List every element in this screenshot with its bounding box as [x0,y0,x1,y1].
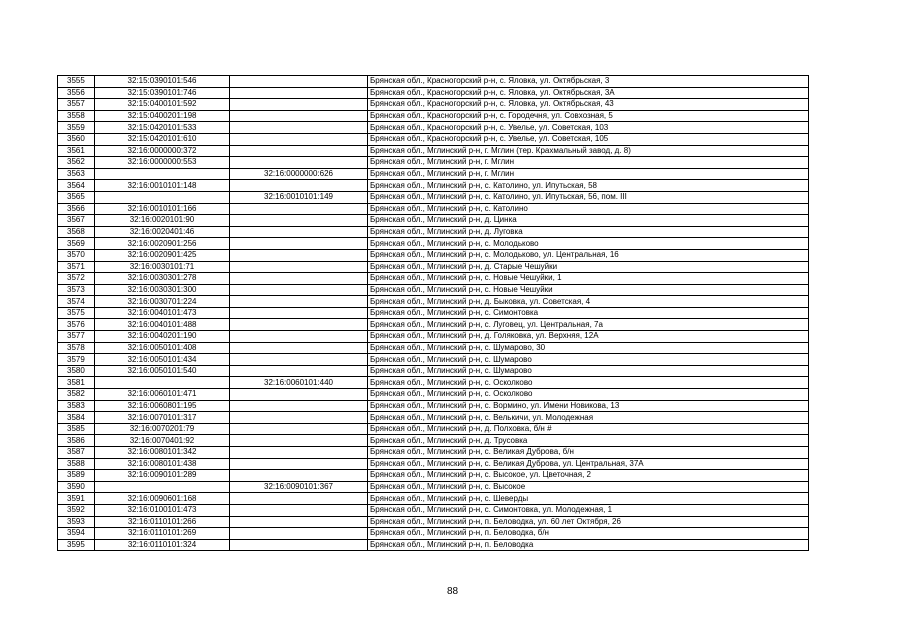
address-cell: Брянская обл., Мглинский р-н, д. Старые Чешуйки [368,261,809,273]
table-row [58,249,809,261]
address-cell: Брянская обл., Мглинский р-н, д. Быковка, ул. Советская, 4 [368,296,809,308]
cadastral-number-alt-cell [230,145,368,157]
table-row [58,342,809,354]
address-cell: Брянская обл., Мглинский р-н, с. Шеверды [368,493,809,505]
row-number-cell: 3556 [58,87,95,99]
cadastral-number-cell: 32:16:0070201:79 [95,423,230,435]
row-number-cell: 3582 [58,389,95,401]
cadastral-number-alt-cell [230,87,368,99]
row-number-cell: 3563 [58,168,95,180]
address-cell: Брянская обл., Красногорский р-н, с. Яловка, ул. Октябрьская, 3А [368,87,809,99]
cadastral-number-cell: 32:16:0010101:166 [95,203,230,215]
cadastral-number-cell: 32:16:0060101:471 [95,389,230,401]
table-row [58,319,809,331]
table-row [58,400,809,412]
cadastral-number-cell: 32:16:0030301:278 [95,273,230,285]
row-number-cell: 3570 [58,249,95,261]
row-number-cell: 3561 [58,145,95,157]
cadastral-number-cell: 32:16:0080101:342 [95,447,230,459]
address-cell: Брянская обл., Мглинский р-н, п. Беловодка [368,539,809,551]
row-number-cell: 3555 [58,76,95,88]
cadastral-number-cell: 32:16:0040101:488 [95,319,230,331]
cadastral-number-alt-cell [230,215,368,227]
row-number-cell: 3586 [58,435,95,447]
address-cell: Брянская обл., Мглинский р-н, с. Вормино, ул. Имени Новикова, 13 [368,400,809,412]
address-cell: Брянская обл., Мглинский р-н, с. Молодьково [368,238,809,250]
address-cell: Брянская обл., Мглинский р-н, с. Новые Чешуйки [368,284,809,296]
cadastral-number-cell: 32:15:0390101:546 [95,76,230,88]
table-row [58,168,809,180]
table-row [58,435,809,447]
row-number-cell: 3557 [58,99,95,111]
address-cell: Брянская обл., Мглинский р-н, с. Католино, ул. Ипутьская, 56, пом. III [368,191,809,203]
row-number-cell: 3572 [58,273,95,285]
cadastral-number-alt-cell [230,261,368,273]
cadastral-number-alt-cell [230,342,368,354]
table-row [58,458,809,470]
table-row [58,226,809,238]
cadastral-number-alt-cell [230,389,368,401]
property-table [57,75,809,551]
cadastral-number-cell: 32:16:0020901:256 [95,238,230,250]
cadastral-number-cell: 32:16:0030301:300 [95,284,230,296]
row-number-cell: 3579 [58,354,95,366]
table-row [58,238,809,250]
table-row [58,133,809,145]
table-row [58,377,809,389]
cadastral-number-alt-cell [230,76,368,88]
table-row [58,412,809,424]
cadastral-number-alt-cell [230,110,368,122]
address-cell: Брянская обл., Мглинский р-н, с. Великая Дуброва, ул. Центральная, 37А [368,458,809,470]
address-cell: Брянская обл., Мглинский р-н, п. Беловодка, б/н [368,528,809,540]
table-row [58,389,809,401]
row-number-cell: 3575 [58,307,95,319]
table-row [58,504,809,516]
table-row [58,110,809,122]
row-number-cell: 3584 [58,412,95,424]
address-cell: Брянская обл., Мглинский р-н, д. Трусовка [368,435,809,447]
cadastral-number-cell: 32:16:0000000:553 [95,157,230,169]
cadastral-number-alt-cell [230,284,368,296]
address-cell: Брянская обл., Мглинский р-н, с. Симонтовка, ул. Молодежная, 1 [368,504,809,516]
cadastral-number-alt-cell: 32:16:0060101:440 [230,377,368,389]
cadastral-number-alt-cell [230,539,368,551]
row-number-cell: 3590 [58,481,95,493]
address-cell: Брянская обл., Мглинский р-н, с. Осколково [368,377,809,389]
address-cell: Брянская обл., Мглинский р-н, с. Осколково [368,389,809,401]
cadastral-number-alt-cell [230,238,368,250]
property-table-body [58,76,809,551]
table-row [58,191,809,203]
cadastral-number-cell: 32:16:0010101:148 [95,180,230,192]
table-row [58,307,809,319]
cadastral-number-alt-cell [230,412,368,424]
table-row [58,516,809,528]
cadastral-number-cell: 32:16:0040101:473 [95,307,230,319]
cadastral-number-alt-cell [230,447,368,459]
table-row [58,76,809,88]
row-number-cell: 3594 [58,528,95,540]
row-number-cell: 3562 [58,157,95,169]
row-number-cell: 3574 [58,296,95,308]
row-number-cell: 3573 [58,284,95,296]
cadastral-number-cell: 32:16:0110101:324 [95,539,230,551]
cadastral-number-cell [95,377,230,389]
row-number-cell: 3592 [58,504,95,516]
page-number: 88 [446,586,459,597]
address-cell: Брянская обл., Мглинский р-н, с. Католино [368,203,809,215]
cadastral-number-cell: 32:16:0090601:168 [95,493,230,505]
cadastral-number-alt-cell [230,99,368,111]
row-number-cell: 3580 [58,365,95,377]
cadastral-number-cell: 32:16:0060801:195 [95,400,230,412]
table-row [58,470,809,482]
cadastral-number-alt-cell [230,226,368,238]
cadastral-number-alt-cell [230,516,368,528]
cadastral-number-cell [95,168,230,180]
address-cell: Брянская обл., Мглинский р-н, с. Симонтовка [368,307,809,319]
cadastral-number-alt-cell: 32:16:0090101:367 [230,481,368,493]
cadastral-number-alt-cell [230,423,368,435]
cadastral-number-cell: 32:16:0090101:289 [95,470,230,482]
address-cell: Брянская обл., Мглинский р-н, с. Велькичи, ул. Молодежная [368,412,809,424]
address-cell: Брянская обл., Мглинский р-н, с. Шумарово, 30 [368,342,809,354]
table-row [58,215,809,227]
address-cell: Брянская обл., Красногорский р-н, с. Увелье, ул. Советская, 103 [368,122,809,134]
cadastral-number-cell: 32:16:0100101:473 [95,504,230,516]
address-cell: Брянская обл., Мглинский р-н, д. Голяковка, ул. Верхняя, 12А [368,331,809,343]
cadastral-number-cell [95,481,230,493]
cadastral-number-cell: 32:16:0080101:438 [95,458,230,470]
row-number-cell: 3576 [58,319,95,331]
address-cell: Брянская обл., Мглинский р-н, д. Цинка [368,215,809,227]
cadastral-number-cell: 32:16:0000000:372 [95,145,230,157]
row-number-cell: 3581 [58,377,95,389]
table-row [58,261,809,273]
cadastral-number-alt-cell: 32:16:0000000:626 [230,168,368,180]
cadastral-number-cell: 32:16:0070101:317 [95,412,230,424]
address-cell: Брянская обл., Красногорский р-н, с. Увелье, ул. Советская, 105 [368,133,809,145]
row-number-cell: 3591 [58,493,95,505]
address-cell: Брянская обл., Мглинский р-н, с. Молодьково, ул. Центральная, 16 [368,249,809,261]
address-cell: Брянская обл., Мглинский р-н, с. Шумарово [368,354,809,366]
table-row [58,284,809,296]
table-row [58,180,809,192]
cadastral-number-alt-cell [230,504,368,516]
address-cell: Брянская обл., Мглинский р-н, д. Полховка, б/н # [368,423,809,435]
cadastral-number-cell: 32:16:0110101:269 [95,528,230,540]
row-number-cell: 3565 [58,191,95,203]
table-row [58,354,809,366]
cadastral-number-alt-cell [230,273,368,285]
row-number-cell: 3585 [58,423,95,435]
row-number-cell: 3558 [58,110,95,122]
table-row [58,99,809,111]
cadastral-number-alt-cell [230,528,368,540]
row-number-cell: 3571 [58,261,95,273]
cadastral-number-cell [95,191,230,203]
row-number-cell: 3578 [58,342,95,354]
address-cell: Брянская обл., Мглинский р-н, с. Высокое, ул. Цветочная, 2 [368,470,809,482]
cadastral-number-alt-cell [230,180,368,192]
cadastral-number-cell: 32:16:0050101:434 [95,354,230,366]
cadastral-number-alt-cell [230,122,368,134]
row-number-cell: 3593 [58,516,95,528]
cadastral-number-alt-cell [230,133,368,145]
address-cell: Брянская обл., Мглинский р-н, г. Мглин [368,168,809,180]
row-number-cell: 3567 [58,215,95,227]
cadastral-number-cell: 32:16:0110101:266 [95,516,230,528]
address-cell: Брянская обл., Мглинский р-н, д. Луговка [368,226,809,238]
address-cell: Брянская обл., Мглинский р-н, г. Мглин (тер. Крахмальный завод, д. 8) [368,145,809,157]
row-number-cell: 3588 [58,458,95,470]
cadastral-number-cell: 32:16:0020101:90 [95,215,230,227]
table-row [58,423,809,435]
cadastral-number-alt-cell [230,249,368,261]
cadastral-number-cell: 32:15:0390101:746 [95,87,230,99]
row-number-cell: 3559 [58,122,95,134]
cadastral-number-cell: 32:16:0050101:408 [95,342,230,354]
table-row [58,528,809,540]
address-cell: Брянская обл., Мглинский р-н, с. Великая Дуброва, б/н [368,447,809,459]
cadastral-number-alt-cell [230,354,368,366]
cadastral-number-alt-cell [230,493,368,505]
cadastral-number-cell: 32:16:0020901:425 [95,249,230,261]
cadastral-number-cell: 32:15:0400101:592 [95,99,230,111]
table-row [58,122,809,134]
table-row [58,365,809,377]
table-row [58,493,809,505]
row-number-cell: 3577 [58,331,95,343]
table-row [58,87,809,99]
row-number-cell: 3564 [58,180,95,192]
table-row [58,539,809,551]
table-row [58,331,809,343]
cadastral-number-alt-cell [230,157,368,169]
row-number-cell: 3569 [58,238,95,250]
row-number-cell: 3589 [58,470,95,482]
address-cell: Брянская обл., Мглинский р-н, с. Католино, ул. Ипутьская, 58 [368,180,809,192]
table-row [58,145,809,157]
table-row [58,481,809,493]
cadastral-number-cell: 32:15:0400201:198 [95,110,230,122]
address-cell: Брянская обл., Мглинский р-н, п. Беловодка, ул. 60 лет Октября, 26 [368,516,809,528]
cadastral-number-cell: 32:16:0030701:224 [95,296,230,308]
table-row [58,273,809,285]
cadastral-number-cell: 32:16:0040201:190 [95,331,230,343]
table-row [58,203,809,215]
address-cell: Брянская обл., Мглинский р-н, с. Луговец, ул. Центральная, 7а [368,319,809,331]
cadastral-number-alt-cell [230,400,368,412]
row-number-cell: 3583 [58,400,95,412]
table-row [58,296,809,308]
cadastral-number-cell: 32:15:0420101:533 [95,122,230,134]
address-cell: Брянская обл., Мглинский р-н, с. Высокое [368,481,809,493]
row-number-cell: 3595 [58,539,95,551]
cadastral-number-alt-cell [230,365,368,377]
cadastral-number-alt-cell: 32:16:0010101:149 [230,191,368,203]
cadastral-number-alt-cell [230,470,368,482]
cadastral-number-alt-cell [230,307,368,319]
cadastral-number-cell: 32:16:0050101:540 [95,365,230,377]
cadastral-number-cell: 32:15:0420101:610 [95,133,230,145]
row-number-cell: 3568 [58,226,95,238]
row-number-cell: 3566 [58,203,95,215]
address-cell: Брянская обл., Красногорский р-н, с. Яловка, ул. Октябрьская, 43 [368,99,809,111]
row-number-cell: 3587 [58,447,95,459]
cadastral-number-cell: 32:16:0070401:92 [95,435,230,447]
cadastral-number-alt-cell [230,458,368,470]
cadastral-number-cell: 32:16:0030101:71 [95,261,230,273]
address-cell: Брянская обл., Красногорский р-н, с. Городечня, ул. Совхозная, 5 [368,110,809,122]
table-row [58,447,809,459]
address-cell: Брянская обл., Красногорский р-н, с. Яловка, ул. Октябрьская, 3 [368,76,809,88]
address-cell: Брянская обл., Мглинский р-н, с. Новые Чешуйки, 1 [368,273,809,285]
row-number-cell: 3560 [58,133,95,145]
cadastral-number-alt-cell [230,319,368,331]
table-row [58,157,809,169]
cadastral-number-cell: 32:16:0020401:46 [95,226,230,238]
cadastral-number-alt-cell [230,435,368,447]
cadastral-number-alt-cell [230,203,368,215]
address-cell: Брянская обл., Мглинский р-н, г. Мглин [368,157,809,169]
address-cell: Брянская обл., Мглинский р-н, с. Шумарово [368,365,809,377]
cadastral-number-alt-cell [230,296,368,308]
cadastral-number-alt-cell [230,331,368,343]
